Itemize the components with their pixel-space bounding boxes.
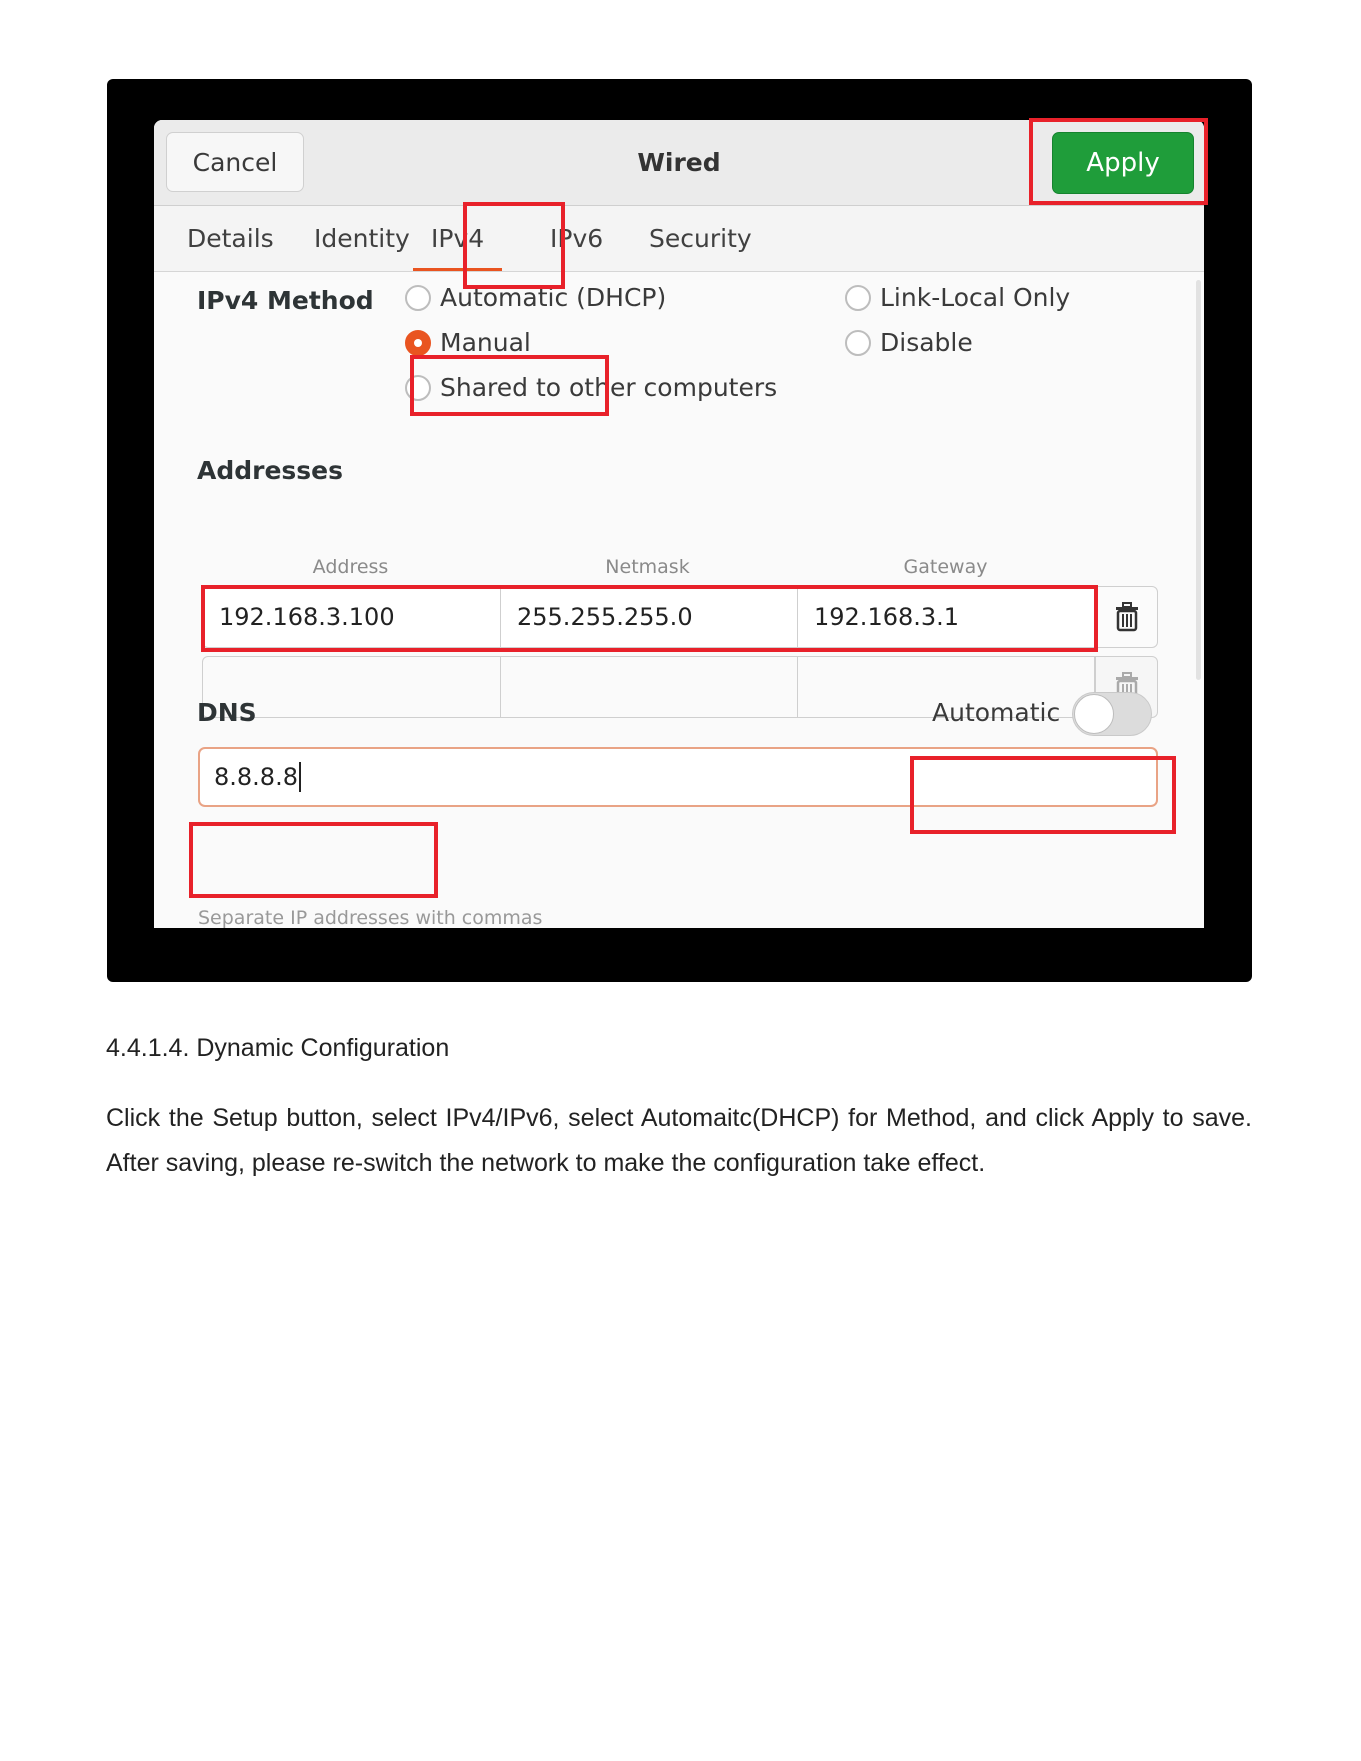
tab-details[interactable]: Details — [187, 224, 274, 253]
body-paragraph: Click the Setup button, select IPv4/IPv6, select Automaitc(DHCP) for Method, and click Apply to save. After saving, please re-switch the network to make the configuration take effect. — [106, 1104, 1252, 1177]
dns-label: DNS — [197, 698, 257, 727]
tab-bar — [154, 206, 1204, 272]
radio-circle-icon — [405, 375, 431, 401]
tab-ipv4[interactable]: IPv4 — [413, 206, 502, 271]
scrollbar[interactable] — [1196, 280, 1201, 680]
radio-shared[interactable] — [405, 373, 777, 402]
toggle-knob — [1074, 694, 1114, 734]
dns-automatic-label: Automatic — [932, 698, 1061, 727]
radio-circle-icon — [405, 285, 431, 311]
tab-security[interactable]: Security — [649, 224, 752, 253]
delete-address-button[interactable] — [1095, 586, 1158, 648]
radio-label: Automatic (DHCP) — [440, 283, 667, 312]
radio-link-local[interactable] — [845, 283, 1070, 312]
radio-selected-icon — [405, 330, 431, 356]
dialog-title: Wired — [637, 148, 721, 177]
tab-identity[interactable]: Identity — [314, 224, 410, 253]
radio-label: Link-Local Only — [880, 283, 1071, 312]
radio-automatic-dhcp[interactable] — [405, 283, 666, 312]
dns-input[interactable] — [198, 747, 1158, 807]
dns-hint: Separate IP addresses with commas — [198, 907, 543, 928]
dns-automatic-toggle[interactable] — [1072, 692, 1152, 736]
column-header-gateway: Gateway — [903, 556, 988, 578]
address-input[interactable]: 192.168.3.100 — [219, 603, 395, 631]
column-header-address: Address — [312, 556, 389, 578]
radio-label: Disable — [880, 328, 973, 357]
tab-ipv6[interactable]: IPv6 — [550, 224, 604, 253]
cancel-button[interactable]: Cancel — [166, 132, 304, 192]
ipv4-method-label: IPv4 Method — [197, 286, 374, 315]
column-header-netmask: Netmask — [605, 556, 690, 578]
dns-value: 8.8.8.8 — [214, 763, 298, 791]
netmask-input[interactable] — [500, 657, 797, 717]
section-heading: 4.4.1.4. Dynamic Configuration — [106, 1034, 450, 1062]
netmask-input[interactable]: 255.255.255.0 — [500, 587, 797, 647]
text-caret — [299, 762, 301, 792]
radio-manual[interactable] — [405, 328, 531, 357]
addresses-label: Addresses — [197, 456, 344, 485]
radio-circle-icon — [845, 285, 871, 311]
apply-button[interactable]: Apply — [1052, 132, 1194, 194]
address-row — [202, 586, 1095, 648]
trash-icon — [1115, 602, 1139, 632]
radio-circle-icon — [845, 330, 871, 356]
wired-settings-dialog — [154, 120, 1204, 928]
gateway-input[interactable]: 192.168.3.1 — [797, 587, 1094, 647]
radio-label: Manual — [440, 328, 531, 357]
dialog-header — [154, 120, 1204, 206]
radio-disable[interactable] — [845, 328, 973, 357]
radio-label: Shared to other computers — [440, 373, 778, 402]
